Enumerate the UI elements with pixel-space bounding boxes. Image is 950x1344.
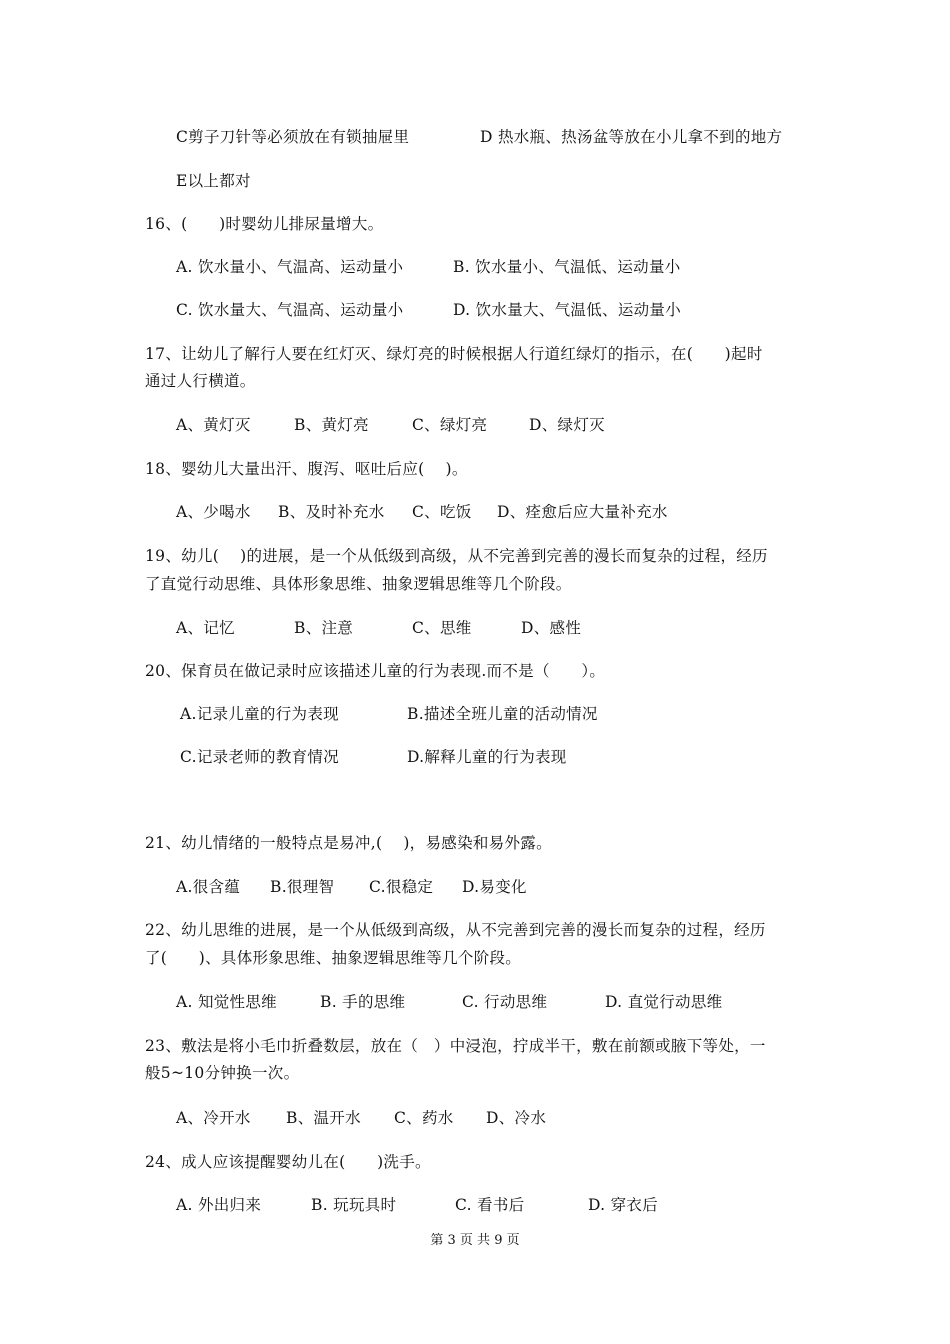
answer-option: A. 外出归来 [176, 1196, 262, 1214]
answer-option: C. 看书后 [455, 1196, 525, 1214]
answer-option: D. 穿衣后 [588, 1196, 659, 1214]
question-text: 16、( )时婴幼儿排尿量增大。 [145, 215, 384, 233]
answer-option: A. 饮水量小、气温高、运动量小 [176, 258, 404, 276]
question-text: 般5~10分钟换一次。 [145, 1064, 300, 1082]
question-text: 23、敷法是将小毛巾折叠数层，放在（ ）中浸泡，拧成半干，敷在前额或腋下等处，一 [145, 1037, 766, 1055]
answer-option: D、绿灯灭 [529, 416, 605, 434]
question-text: 17、让幼儿了解行人要在红灯灭、绿灯亮的时候根据人行道红绿灯的指示，在( )起时 [145, 345, 763, 363]
answer-option: A.记录儿童的行为表现 [180, 705, 339, 723]
answer-option: B. 玩玩具时 [311, 1196, 397, 1214]
answer-option: C、药水 [394, 1109, 454, 1127]
answer-option: C、思维 [412, 619, 472, 637]
question-text: 21、幼儿情绪的一般特点是易冲,( )，易感染和易外露。 [145, 834, 552, 852]
answer-option: B.很理智 [270, 878, 335, 896]
answer-option: B、温开水 [286, 1109, 361, 1127]
answer-option: A. 知觉性思维 [176, 993, 277, 1011]
answer-option: D、痊愈后应大量补充水 [497, 503, 668, 521]
question-text: 了( )、具体形象思维、抽象逻辑思维等几个阶段。 [145, 949, 522, 967]
question-text: 19、幼儿( )的进展，是一个从低级到高级，从不完善到完善的漫长而复杂的过程，经历 [145, 547, 768, 565]
page-footer: 第 3 页 共 9 页 [430, 1233, 520, 1248]
answer-option: A、记忆 [176, 619, 235, 637]
answer-option: A、冷开水 [176, 1109, 251, 1127]
answer-option: B、注意 [294, 619, 354, 637]
answer-option: D 热水瓶、热汤盆等放在小儿拿不到的地方 [480, 128, 783, 146]
answer-option: A.很含蕴 [176, 878, 241, 896]
answer-option: D、冷水 [486, 1109, 547, 1127]
answer-option: C剪子刀针等必须放在有锁抽屉里 [176, 128, 410, 146]
answer-option: B、及时补充水 [278, 503, 385, 521]
answer-option: B. 手的思维 [320, 993, 406, 1011]
answer-option: A、黄灯灭 [176, 416, 251, 434]
question-text: 18、婴幼儿大量出汗、腹泻、呕吐后应( )。 [145, 460, 468, 478]
answer-option: E以上都对 [176, 172, 251, 190]
answer-option: B. 饮水量小、气温低、运动量小 [453, 258, 681, 276]
answer-option: A、少喝水 [176, 503, 251, 521]
answer-option: B、黄灯亮 [294, 416, 369, 434]
answer-option: C. 饮水量大、气温高、运动量小 [176, 301, 404, 319]
answer-option: D.易变化 [462, 878, 527, 896]
answer-option: D. 直觉行动思维 [605, 993, 723, 1011]
answer-option: C.很稳定 [369, 878, 434, 896]
answer-option: D. 饮水量大、气温低、运动量小 [453, 301, 682, 319]
question-text: 通过人行横道。 [145, 372, 256, 390]
answer-option: B.描述全班儿童的活动情况 [407, 705, 598, 723]
answer-option: C. 行动思维 [462, 993, 548, 1011]
answer-option: C、吃饭 [412, 503, 472, 521]
answer-option: C、绿灯亮 [412, 416, 488, 434]
answer-option: D.解释儿童的行为表现 [407, 748, 567, 766]
question-text: 20、保育员在做记录时应该描述儿童的行为表现.而不是（ ）。 [145, 662, 606, 680]
question-text: 24、成人应该提醒婴幼儿在( )洗手。 [145, 1153, 431, 1171]
question-text: 了直觉行动思维、具体形象思维、抽象逻辑思维等几个阶段。 [145, 575, 572, 593]
question-text: 22、幼儿思维的进展，是一个从低级到高级，从不完善到完善的漫长而复杂的过程，经历 [145, 921, 766, 939]
answer-option: D、感性 [521, 619, 582, 637]
answer-option: C.记录老师的教育情况 [180, 748, 340, 766]
